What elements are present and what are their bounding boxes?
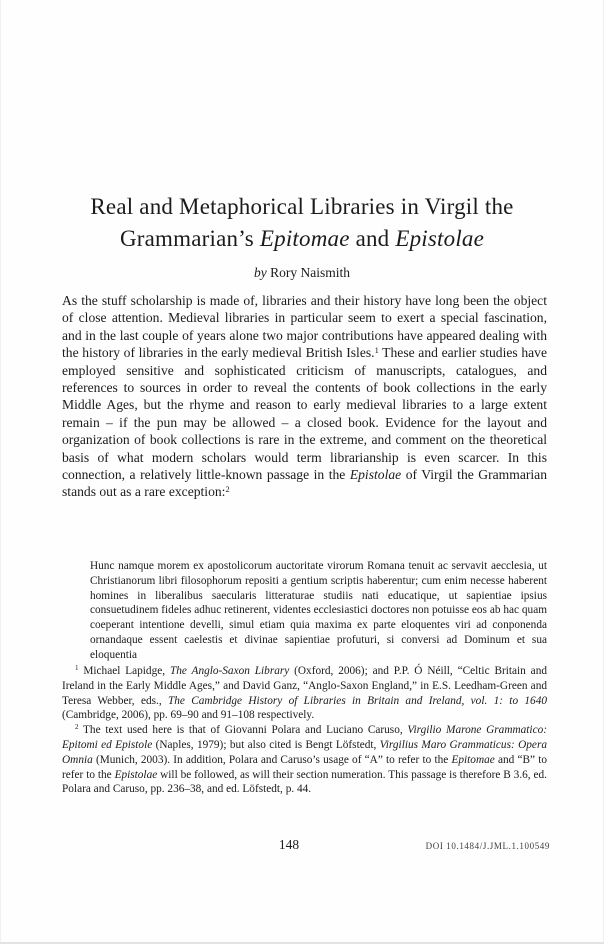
article-title [0,191,604,255]
article-title-line-1: Real and Metaphorical Libraries in Virgil the [90,194,514,219]
page-number: 148 [278,837,300,852]
author-byline: by Rory Naismith [254,265,350,280]
doi-label: DOI 10.1484/J.JML.1.100549 [425,841,550,851]
body-paragraph: As the stuff scholarship is made of, libraries and their history have long been the object of close attention. Medieval libraries in particular seem to exert a special fascination, and in the last couple of years alone two major contributions have appeared dealing with the history of libraries in the early medieval British Isles.$^1$ These and earlier studies have employed sensitive and sophisticated criticism of manuscripts, catalogues, and references to sources in order to reveal the contents of book collections in the early Middle Ages, but the rhyme and reason to early medieval libraries to a large extent remain – if the pun may be allowed – a closed book. Evidence for the layout and organization of book collections is rare in the extreme, and comment on the theoretical basis of what modern scholars would term librarianship is even scarcer. In this connection, a relatively little-known passage in the Epistolae of Virgil the Grammarian stands out as a rare exception:$^2$ [62,293,547,500]
footnotes-section [62,664,547,797]
footnote-2: $^2$ The text used here is that of Giovanni Polara and Luciano Caruso, Virgilio Marone Grammatico: Epitomi ed Epistole (Naples, 1979); but also cited is Bengt Löfstedt, Virgilius Maro Grammaticus: Opera Omnia (Munich, 2003). In addition, Polara and Caruso’s usage of “A” to refer to the Epitomae and “B” to refer to the Epistolae will be followed, as will their section numeration. This passage is therefore B 3.6, ed. Polara and Caruso, pp. 236–38, and ed. Löfstedt, p. 44. [62,723,548,796]
article-title-line-2: Grammarian’s Epitomae and Epistolae [119,226,485,251]
latin-block-quote: Hunc namque morem ex apostolicorum auctoritate virorum Romana tenuit ac servavit aecclesia, ut Christianorum libri filosophorum repositi a gentium scriptis haberentur; cum enim necesse haberent homines in liberalibus saecularis litteraturae studiis nati educatique, ut sapientiae ipsius consuetudinem fideles adhuc retinerent, videntes ecclesiastici doctores non potuisse eos ab hac quam coeperant intentione develli, simul etiam quia maxima ex parte eloquentes viri ad conponenda ornandaque essent caelestis et divinae sapientiae profuturi, si conversi ad Dominum et sua eloquentia [90,560,547,661]
footnote-1: $^1$ Michael Lapidge, The Anglo-Saxon Library (Oxford, 2006); and P.P. Ó Néill, “Celtic Britain and Ireland in the Early Middle Ages,” and David Ganz, “Anglo-Saxon England,” in E.S. Leedham-Green and Teresa Webber, eds., The Cambridge History of Libraries in Britain and Ireland, vol. 1: to 1640 (Cambridge, 2006), pp. 69–90 and 91–108 respectively. [62,664,547,722]
